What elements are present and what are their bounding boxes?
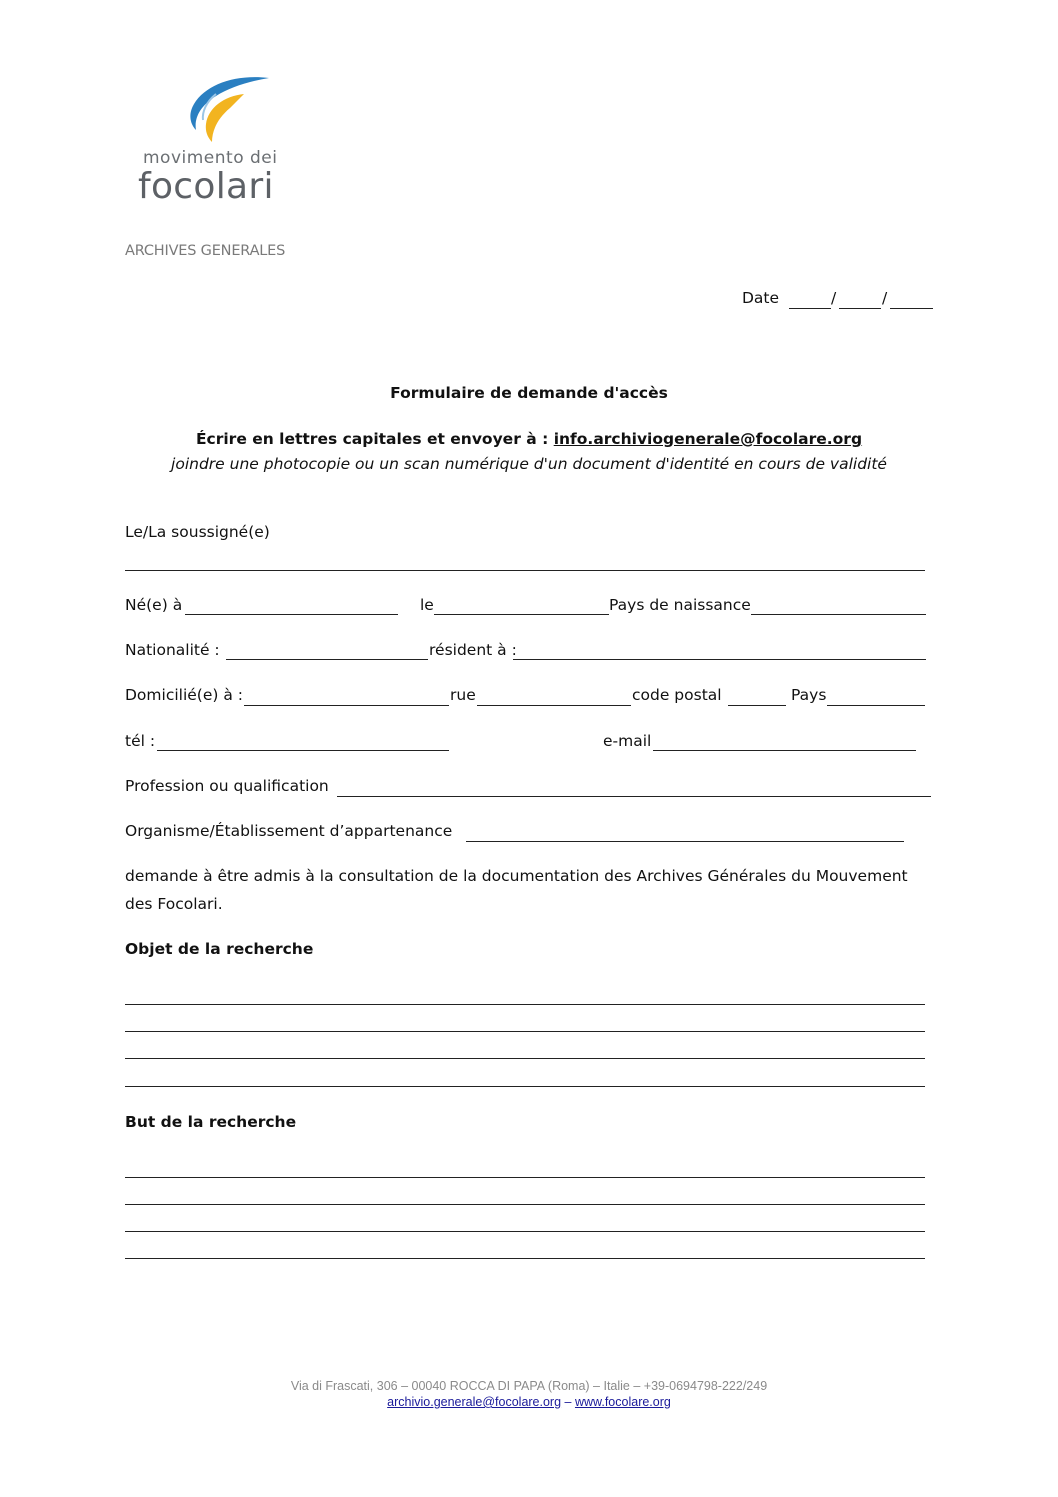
born-at-label: Né(e) à: [125, 596, 183, 614]
logo-text-line2: focolari: [138, 166, 274, 207]
domiciled-at-field[interactable]: [244, 705, 449, 706]
research-object-heading: Objet de la recherche: [125, 940, 314, 958]
organization-field[interactable]: [466, 841, 904, 842]
resident-at-label: résident à :: [429, 641, 517, 659]
instruction-prefix: Écrire en lettres capitales et envoyer à :: [195, 430, 554, 448]
born-on-field[interactable]: [434, 614, 609, 615]
request-text-line2: des Focolari.: [125, 895, 223, 913]
born-at-field[interactable]: [185, 614, 398, 615]
research-purpose-line-2[interactable]: [125, 1204, 925, 1205]
footer-separator: –: [561, 1395, 575, 1409]
country-field[interactable]: [827, 705, 925, 706]
research-object-line-2[interactable]: [125, 1031, 925, 1032]
nationality-field[interactable]: [226, 659, 428, 660]
research-object-line-3[interactable]: [125, 1058, 925, 1059]
resident-at-field[interactable]: [513, 659, 926, 660]
instruction-line: [0, 430, 1058, 448]
street-label: rue: [450, 686, 476, 704]
research-object-line-1[interactable]: [125, 1004, 925, 1005]
domiciled-at-label: Domicilié(e) à :: [125, 686, 244, 704]
instruction-note: joindre une photocopie ou un scan numérique d'un document d'identité en cours de validité: [171, 455, 887, 473]
email-field[interactable]: [653, 750, 916, 751]
department-label: ARCHIVES GENERALES: [125, 243, 286, 259]
profession-field[interactable]: [337, 796, 931, 797]
research-object-line-4[interactable]: [125, 1086, 925, 1087]
instruction-email-link[interactable]: info.archiviogenerale@focolare.org: [553, 430, 863, 448]
logo-text-line1: movimento dei: [143, 148, 278, 168]
research-purpose-heading: But de la recherche: [125, 1113, 297, 1131]
footer-website-link[interactable]: www.focolare.org: [574, 1395, 671, 1409]
postal-code-label: code postal: [632, 686, 722, 704]
undersigned-field[interactable]: [125, 570, 925, 571]
footer-address: Via di Frascati, 306 – 00040 ROCCA DI PAPA (Roma) – Italie – +39-0694798-222/249: [290, 1379, 768, 1393]
profession-label: Profession ou qualification: [125, 777, 329, 795]
footer-links: [0, 1395, 1058, 1409]
focolari-logo-icon: [166, 72, 276, 152]
nationality-label: Nationalité :: [125, 641, 220, 659]
phone-label: tél :: [125, 732, 156, 750]
footer-email-link[interactable]: archivio.generale@focolare.org: [387, 1395, 562, 1409]
street-field[interactable]: [477, 705, 631, 706]
logo: [138, 72, 288, 212]
request-text-line1: demande à être admis à la consultation de la documentation des Archives Générales du Mouvement: [125, 867, 908, 885]
research-purpose-line-4[interactable]: [125, 1258, 925, 1259]
undersigned-label: Le/La soussigné(e): [125, 523, 270, 541]
date-day-field[interactable]: [789, 308, 831, 309]
birth-country-label: Pays de naissance: [609, 596, 751, 614]
postal-code-field[interactable]: [728, 705, 786, 706]
form-title: Formulaire de demande d'accès: [390, 384, 668, 402]
born-on-label: le: [420, 596, 434, 614]
country-label: Pays: [791, 686, 827, 704]
date-separator-1: /: [831, 289, 837, 307]
date-month-field[interactable]: [839, 308, 881, 309]
birth-country-field[interactable]: [751, 614, 926, 615]
organization-label: Organisme/Établissement d’appartenance: [125, 822, 453, 840]
research-purpose-line-3[interactable]: [125, 1231, 925, 1232]
date-label: Date: [742, 289, 780, 307]
date-separator-2: /: [882, 289, 888, 307]
date-year-field[interactable]: [890, 308, 933, 309]
research-purpose-line-1[interactable]: [125, 1177, 925, 1178]
phone-field[interactable]: [157, 750, 449, 751]
email-label: e-mail: [603, 732, 652, 750]
